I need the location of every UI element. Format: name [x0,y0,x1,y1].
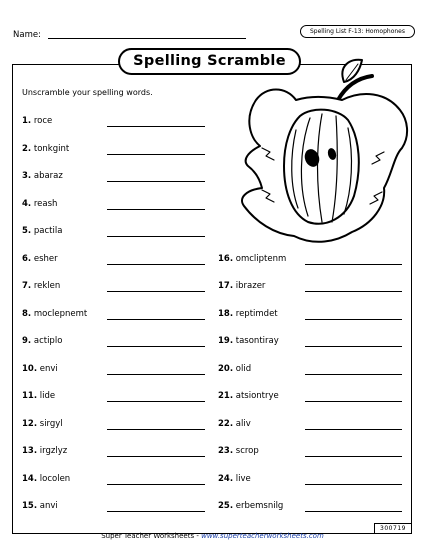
page-title: Spelling Scramble [118,48,301,75]
scrambled-word: reash [33,198,58,209]
item-number: 21. [218,391,234,401]
item-number: 2. [22,143,32,154]
footer [0,532,425,540]
apple-core-icon [226,56,414,262]
item-number: 13. [22,446,38,456]
item-number: 6. [22,253,32,264]
scrambled-word: esher [33,253,58,264]
scramble-item [218,335,279,347]
item-number: 12. [22,418,38,429]
scrambled-word: atsiontrye [235,391,279,401]
answer-line[interactable] [107,484,205,485]
item-number: 16. [218,253,234,264]
scrambled-word: sirgyl [39,418,63,429]
answer-line[interactable] [305,456,402,457]
scramble-item [22,253,58,265]
scramble-item [218,308,278,320]
item-number: 3. [22,171,32,181]
answer-line[interactable] [107,236,205,237]
scrambled-word: tasontiray [235,336,279,346]
scramble-item [22,198,57,210]
answer-line[interactable] [305,346,402,347]
scramble-item [22,390,55,402]
scramble-item [22,115,52,127]
scrambled-word: moclepnemt [33,308,88,319]
scramble-item [218,253,286,265]
answer-line[interactable] [305,511,402,512]
answer-line[interactable] [305,429,402,430]
answer-line[interactable] [107,264,205,265]
item-number: 5. [22,226,32,236]
scrambled-word: tonkgint [33,143,70,154]
scramble-item [218,280,265,292]
item-number: 18. [218,308,234,319]
scrambled-word: scrop [235,446,259,456]
answer-line[interactable] [107,126,205,127]
item-number: 4. [22,198,32,209]
item-number: 9. [22,336,32,346]
answer-line[interactable] [107,154,205,155]
footer-url[interactable]: www.superteacherworksheets.com [201,532,324,540]
scramble-item [218,390,279,402]
scrambled-word: reptimdet [235,308,278,319]
scrambled-word: aliv [235,418,251,429]
answer-line[interactable] [107,209,205,210]
scramble-item [22,143,69,155]
scrambled-word: erbemsnilg [235,501,284,511]
item-number: 22. [218,418,234,429]
answer-line[interactable] [107,291,205,292]
scramble-item [218,363,251,375]
scramble-item [218,445,259,457]
item-number: 7. [22,281,32,291]
scramble-item [22,170,63,182]
footer-brand: Super Teacher Worksheets - [101,532,202,540]
scramble-item [218,418,251,430]
instructions: Unscramble your spelling words. [22,88,153,97]
scrambled-word: anvi [39,501,58,511]
item-number: 25. [218,501,234,511]
item-number: 19. [218,336,234,346]
scrambled-word: live [235,473,251,484]
item-number: 11. [22,391,38,401]
name-line[interactable] [48,38,246,39]
answer-line[interactable] [107,456,205,457]
scrambled-word: omcliptenm [235,253,287,264]
scrambled-word: reklen [33,281,61,291]
scrambled-word: olid [235,363,252,374]
answer-line[interactable] [107,319,205,320]
item-number: 15. [22,501,38,511]
answer-line[interactable] [107,401,205,402]
item-number: 8. [22,308,32,319]
scramble-item [22,335,62,347]
scramble-item [22,445,67,457]
answer-line[interactable] [107,511,205,512]
scrambled-word: lide [39,391,56,401]
answer-line[interactable] [305,291,402,292]
scrambled-word: roce [33,116,53,126]
scramble-item [22,225,62,237]
answer-line[interactable] [305,484,402,485]
scramble-item [22,473,70,485]
item-number: 14. [22,473,38,484]
item-number: 1. [22,116,32,126]
scrambled-word: actiplo [33,336,63,346]
answer-line[interactable] [305,401,402,402]
scramble-item [218,500,283,512]
scrambled-word: pactila [33,226,63,236]
scrambled-word: irgzlyz [39,446,68,456]
scrambled-word: locolen [39,473,71,484]
item-number: 17. [218,281,234,291]
item-number: 24. [218,473,234,484]
scramble-item [22,363,58,375]
scramble-item [218,473,251,485]
answer-line[interactable] [107,429,205,430]
worksheet-code: 300719 [374,523,412,534]
answer-line[interactable] [305,374,402,375]
answer-line[interactable] [107,181,205,182]
name-label: Name: [13,30,41,40]
scrambled-word: abaraz [33,171,63,181]
scramble-item [22,280,60,292]
scramble-item [22,500,58,512]
scramble-item [22,418,63,430]
scrambled-word: ibrazer [235,281,266,291]
answer-line[interactable] [107,374,205,375]
item-number: 20. [218,363,234,374]
answer-line[interactable] [107,346,205,347]
answer-line[interactable] [305,319,402,320]
scramble-item [22,308,87,320]
item-number: 23. [218,446,234,456]
item-number: 10. [22,363,38,374]
list-tag: Spelling List F-13: Homophones [300,25,415,38]
answer-line[interactable] [305,264,402,265]
scrambled-word: envi [39,363,58,374]
